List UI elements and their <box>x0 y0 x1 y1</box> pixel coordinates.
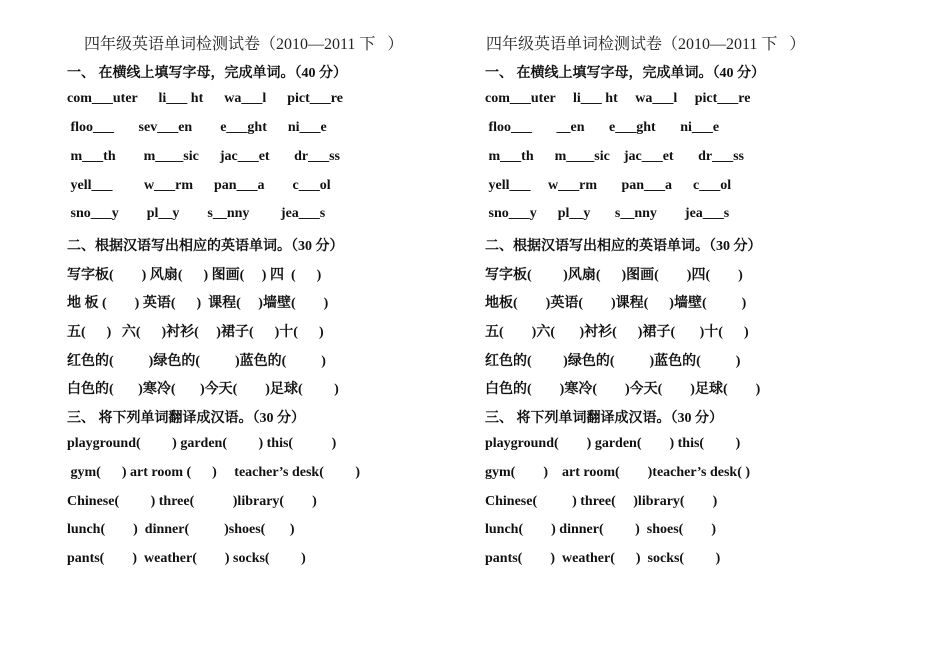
chinese-to-english-row: 写字板( )风扇( )图画( )四( ) <box>485 268 743 283</box>
fill-letters-row: m___th m____sic jac___et dr___ss <box>485 149 744 164</box>
chinese-to-english-row: 地 板 ( ) 英语( ) 课程( )墙壁( ) <box>67 296 329 311</box>
english-to-chinese-row: lunch( ) dinner( )shoes( ) <box>67 522 295 537</box>
worksheet-title: 四年级英语单词检测试卷（2010—2011 下 ） <box>486 36 806 53</box>
section-one-heading: 一、 在横线上填写字母，完成单词。（40 分） <box>67 66 347 81</box>
english-to-chinese-row: gym( ) art room ( ) teacher’s desk( ) <box>67 465 361 480</box>
worksheet-title: 四年级英语单词检测试卷（2010—2011 下 ） <box>84 36 404 53</box>
chinese-to-english-row: 写字板( ) 风扇( ) 图画( ) 四 ( ) <box>67 268 322 283</box>
english-to-chinese-row: gym( ) art room( )teacher’s desk( ) <box>485 465 751 480</box>
fill-letters-row: yell___ w___rm pan___a c___ol <box>485 178 732 193</box>
english-to-chinese-row: lunch( ) dinner( ) shoes( ) <box>485 522 717 537</box>
chinese-to-english-row: 五( )六( )衬衫( )裙子( )十( ) <box>485 325 749 340</box>
chinese-to-english-row: 白色的( )寒冷( )今天( )足球( ) <box>67 382 339 397</box>
fill-letters-row: com___uter li___ ht wa___l pict___re <box>485 91 751 106</box>
section-three-heading: 三、 将下列单词翻译成汉语。（30 分） <box>67 411 305 426</box>
english-to-chinese-row: playground( ) garden( ) this( ) <box>67 436 337 451</box>
fill-letters-row: floo___ __en e___ght ni___e <box>485 120 720 135</box>
chinese-to-english-row: 地板( )英语( )课程( )墙壁( ) <box>485 296 747 311</box>
section-one-heading: 一、 在横线上填写字母，完成单词。（40 分） <box>485 66 765 81</box>
section-two-heading: 二、根据汉语写出相应的英语单词。（30 分） <box>485 239 762 254</box>
chinese-to-english-row: 白色的( )寒冷( )今天( )足球( ) <box>485 382 761 397</box>
fill-letters-row: com___uter li___ ht wa___l pict___re <box>67 91 343 106</box>
fill-letters-row: sno___y pl__y s__nny jea___s <box>67 206 326 221</box>
english-to-chinese-row: pants( ) weather( ) socks( ) <box>485 551 721 566</box>
english-to-chinese-row: Chinese( ) three( )library( ) <box>485 494 718 509</box>
fill-letters-row: yell___ w___rm pan___a c___ol <box>67 178 331 193</box>
chinese-to-english-row: 红色的( )绿色的( )蓝色的( ) <box>67 354 326 369</box>
chinese-to-english-row: 五( ) 六( )衬衫( )裙子( )十( ) <box>67 325 324 340</box>
section-three-heading: 三、 将下列单词翻译成汉语。（30 分） <box>485 411 723 426</box>
fill-letters-row: floo___ sev___en e___ght ni___e <box>67 120 327 135</box>
english-to-chinese-row: Chinese( ) three( )library( ) <box>67 494 317 509</box>
fill-letters-row: sno___y pl__y s__nny jea___s <box>485 206 730 221</box>
fill-letters-row: m___th m____sic jac___et dr___ss <box>67 149 340 164</box>
english-to-chinese-row: pants( ) weather( ) socks( ) <box>67 551 306 566</box>
chinese-to-english-row: 红色的( )绿色的( )蓝色的( ) <box>485 354 741 369</box>
section-two-heading: 二、根据汉语写出相应的英语单词。（30 分） <box>67 239 344 254</box>
english-to-chinese-row: playground( ) garden( ) this( ) <box>485 436 741 451</box>
